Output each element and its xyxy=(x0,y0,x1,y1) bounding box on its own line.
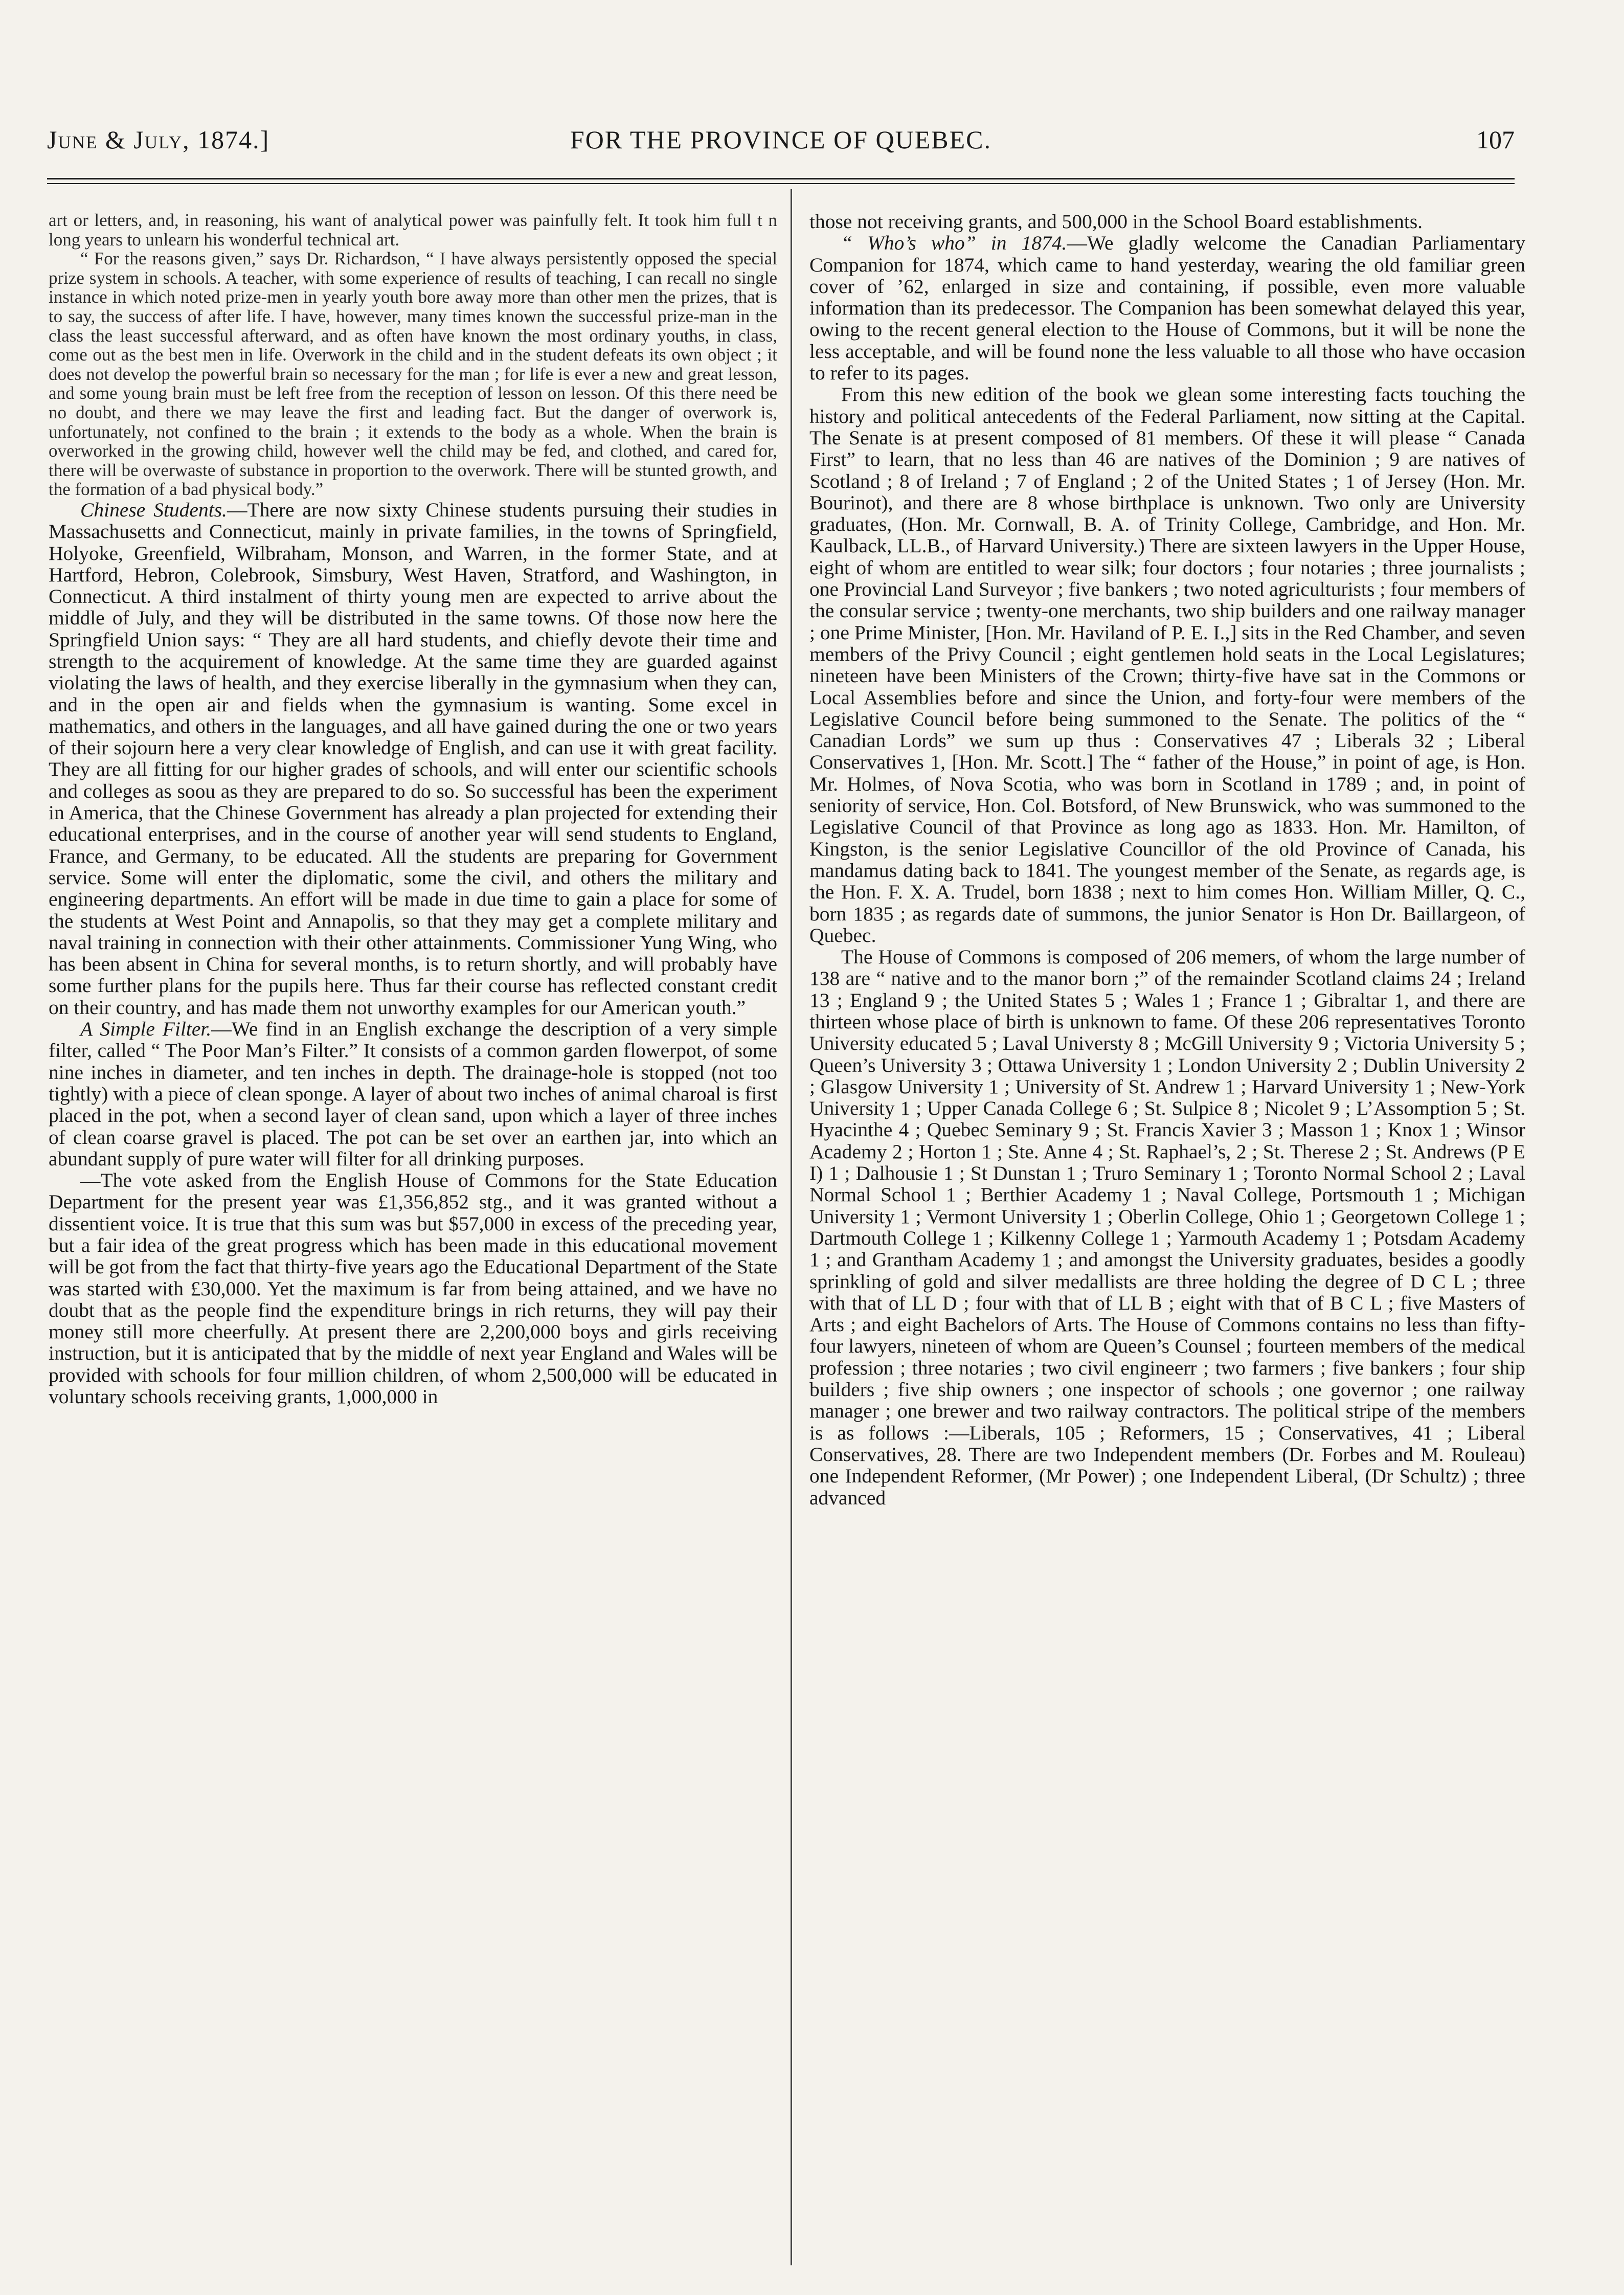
paragraph-lead: Chinese Students. xyxy=(80,498,227,521)
right-column xyxy=(809,211,1525,1509)
paragraph xyxy=(49,1018,777,1169)
left-column xyxy=(49,211,777,1407)
paragraph: —The vote asked from the English House of Commons for the State Education Department for the present year was £1,356,852 stg., and it was granted without a dissentient voice. It is true that this sum was but $57,000 in excess of the preceding year, but a fair idea of the great progress which has been made in this educational movement will be got from the fact that thirty-five years ago the Educational Department of the State was started with £30,000. Yet the maximum is far from being attained, and we have no doubt that as the people find the expenditure brings in rich returns, they will pay their money still more cheerfully. At present there are 2,200,000 boys and girls receiving instruction, but it is anticipated that by the middle of next year England and Wales will be provided with schools for four million children, of whom 2,500,000 will be educated in voluntary schools receiving grants, 1,000,000 in xyxy=(49,1169,777,1408)
paragraph-body: —We find in an English exchange the description of a very simple filter, called “ The Poor Man’s Filter.” It consists of a common garden flowerpot, of some nine inches in diameter, and ten inches in depth. The drainage-hole is stopped (not too tightly) with a piece of clean sponge. A layer of about two inches of animal charoal is first placed in the pot, when a second layer of clean sand, upon which a layer of three inches of clean coarse gravel is placed. The pot can be set over an earthen jar, into which an abundant supply of pure water will filter for all drinking purposes. xyxy=(49,1018,777,1170)
paragraph-lead: A Simple Filter. xyxy=(80,1018,212,1041)
header-date: June & July, 1874.] xyxy=(47,125,270,154)
header-rule-bottom xyxy=(47,183,1515,184)
paragraph: those not receiving grants, and 500,000 in the School Board establishments. xyxy=(809,210,1423,233)
paragraph: From this new edition of the book we glean some interesting facts touching the history and political antecedents of the Federal Parliament, now sitting at the Capital. The Senate is at present composed of 81 members. Of these it will please “ Canada First” to learn, that no less than 46 are natives of the Dominion ; 9 are natives of Scotland ; 8 of Ireland ; 7 of England ; 2 of the United States ; 1 of Jersey (Hon. Mr. Bourinot), and there are 8 whose birthplace is unknown. Two only are University graduates, (Hon. Mr. Cornwall, B. A. of Trinity College, Cambridge, and Hon. Mr. Kaulback, LL.B., of Harvard University.) There are sixteen lawyers in the Upper House, eight of whom are entitled to wear silk; four doctors ; four notaries ; three journalists ; one Provincial Land Surveyor ; five bankers ; two noted agriculturists ; four members of the consular service ; twenty-one merchants, two ship builders and one railway manager ; one Prime Minister, [Hon. Mr. Haviland of P. E. I.,] sits in the Red Chamber, and seven members of the Privy Council ; eight gentlemen hold seats in the Local Legislatures; nineteen have been Ministers of the Crown; thirty-five have sat in the Commons or Local Assemblies before and since the Union, and forty-four were members of the Legislative Council before being summoned to the Senate. The politics of the “ Canadian Lords” we sum up thus : Conservatives 47 ; Liberals 32 ; Liberal Conservatives 1, [Hon. Mr. Scott.] The “ father of the House,” in point of age, is Hon. Mr. Holmes, of Nova Scotia, who was born in Scotland in 1789 ; and, in point of seniority of service, Hon. Col. Botsford, of New Brunswick, who was summoned to the Legislative Council of that Province as long ago as 1833. Hon. Mr. Hamilton, of Kingston, is the senior Legislative Councillor of the old Province of Canada, his mandamus dating back to 1841. The youngest member of the Senate, as regards age, is the Hon. F. X. A. Trudel, born 1838 ; next to him comes Hon. William Miller, Q. C., born 1835 ; as regards date of summons, the junior Senator is Hon Dr. Baillargeon, of Quebec. xyxy=(809,383,1525,947)
paragraph: “ For the reasons given,” says Dr. Richardson, “ I have always persistently opposed the special prize system in schools. A teacher, with some experience of results of teaching, I can recall no single instance in which noted prize-men in yearly youth bore away more than other men the prizes, that is to say, the success of after life. I have, however, many times known the successful prize-man in the class the least successful afterward, and as often have known the most ordinary youths, in class, come out as the best men in life. Overwork in the child and in the student defeats its own object ; it does not develop the powerful brain so necessary for the man ; for life is ever a new and great lesson, and some young brain must be left free from the reception of lesson on lesson. Of this there need be no doubt, and there we may leave the first and leading fact. But the danger of overwork is, unfortunately, not confined to the brain ; it extends to the body as a whole. When the brain is overworked in the growing child, however well the child may be fed, and clothed, and cared for, there will be overwaste of substance in proportion to the overwork. There will be stunted growth, and the formation of a bad physical body.” xyxy=(49,249,777,500)
paragraph-body: —There are now sixty Chinese students pursuing their studies in Massachusetts and Connecticut, mainly in private families, in the towns of Springfield, Holyoke, Greenfield, Wilbraham, Monson, and Warren, in the former State, and at Hartford, Hebron, Colebrook, Simsbury, West Haven, Stratford, and Washington, in Connecticut. A third instalment of thirty young men are expected to arrive about the middle of July, and they will be distributed in the same towns. Of those now here the Springfield Union says: “ They are all hard students, and chiefly devote their time and strength to the acquirement of knowledge. At the same time they are guarded against violating the laws of health, and they exercise liberally in the gymnasium when they can, and in the open air and fields when the gymnasium is wanting. Some excel in mathematics, and others in the languages, and all have gained during the one or two years of their sojourn here a very clear knowledge of English, and can use it with great facility. They are all fitting for our higher grades of schools, and will enter our scientific schools and colleges as soou as they are prepared to do so. So successful has been the experiment in America, that the Chinese Government has already a plan projected for extending their educational enterprises, and in the course of another year will send students to England, France, and Germany, to be educated. All the students are preparing for Government service. Some will enter the diplomatic, some the civil, and others the military and engineering departments. An effort will be made in due time to gain a place for some of the students at West Point and Annapolis, so that they may get a complete military and naval training in connection with their other attainments. Commissioner Yung Wing, who has been absent in China for several months, is to return shortly, and will probably have some further plans for the pupils here. Thus far their course has reflected constant credit on their country, and has made them not unworthy examples for our American youth.” xyxy=(49,498,777,1019)
paragraph: art or letters, and, in reasoning, his want of analytical power was painfully felt. It took him full t n long years to unlearn his wonderful technical art. xyxy=(49,210,777,250)
running-header xyxy=(47,122,1515,163)
paragraph-body: —We gladly welcome the Canadian Parliamentary Companion for 1874, which came to hand yesterday, wearing the old familiar green cover of ’62, enlarged in size and containing, if possible, even more valuable information than its predecessor. The Companion has been somewhat delayed this year, owing to the recent general election to the House of Commons, but it will be none the less acceptable, and will be found none the less valuable to all those who have occasion to refer to its pages. xyxy=(809,232,1525,385)
paragraph xyxy=(809,232,1525,384)
header-rule-top xyxy=(47,178,1515,179)
page-number: 107 xyxy=(1476,125,1515,154)
column-divider xyxy=(791,189,792,2265)
paragraph xyxy=(49,499,777,1018)
header-title: FOR THE PROVINCE OF QUEBEC. xyxy=(570,125,991,154)
paragraph: The House of Commons is composed of 206 memers, of whom the large number of 138 are “ native and to the manor born ;” of the remainder Scotland claims 24 ; Ireland 13 ; England 9 ; the United States 5 ; Wales 1 ; France 1 ; Gibraltar 1, and there are thirteen whose place of birth is unknown to fame. Of these 206 representatives Toronto University educated 5 ; Laval Universty 8 ; McGill University 9 ; Victoria University 5 ; Queen’s University 3 ; Ottawa University 1 ; London University 2 ; Dublin University 2 ; Glasgow University 1 ; University of St. Andrew 1 ; Harvard University 1 ; New-York University 1 ; Upper Canada College 6 ; St. Sulpice 8 ; Nicolet 9 ; L’Assomption 5 ; St. Hyacinthe 4 ; Quebec Seminary 9 ; St. Francis Xavier 3 ; Masson 1 ; Knox 1 ; Winsor Academy 2 ; Horton 1 ; Ste. Anne 4 ; St. Raphael’s, 2 ; St. Therese 2 ; St. Andrews (P E I) 1 ; Dalhousie 1 ; St Dunstan 1 ; Truro Seminary 1 ; Toronto Normal School 2 ; Laval Normal School 1 ; Berthier Academy 1 ; Naval College, Portsmouth 1 ; Michigan University 1 ; Vermont University 1 ; Oberlin College, Ohio 1 ; Georgetown College 1 ; Dartmouth College 1 ; Kilkenny College 1 ; Yarmouth Academy 1 ; Potsdam Academy 1 ; and Grantham Academy 1 ; and amongst the University graduates, besides a goodly sprinkling of gold and silver medallists are three holding the degree of D C L ; three with that of LL D ; four with that of LL B ; eight with that of B C L ; five Masters of Arts ; and eight Bachelors of Arts. The House of Commons contains no less than fifty-four lawyers, nineteen of whom are Queen’s Counsel ; fourteen members of the medical profession ; three notaries ; two civil engineerr ; two farmers ; five bankers ; four ship builders ; five ship owners ; one inspector of schools ; one governor ; one railway manager ; one brewer and two railway contractors. The political stripe of the members is as follows :—Liberals, 105 ; Reformers, 15 ; Conservatives, 41 ; Liberal Conservatives, 28. There are two Independent members (Dr. Forbes and M. Rouleau) one Independent Reformer, (Mr Power) ; one Independent Liberal, (Dr Schultz) ; three advanced xyxy=(809,946,1525,1509)
paragraph-lead: “ Who’s who” in 1874. xyxy=(841,232,1067,255)
